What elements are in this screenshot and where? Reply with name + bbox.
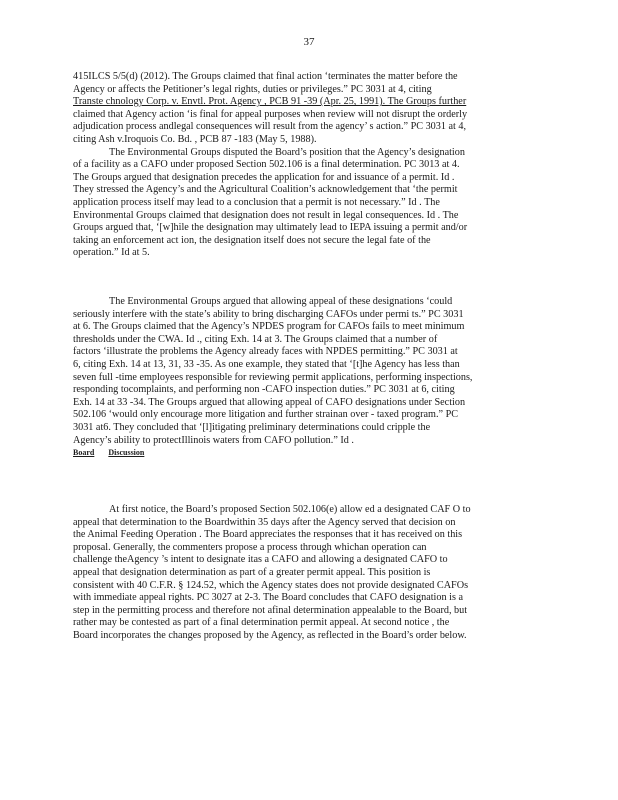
text-line: appeal that designation determination as part of a greater permit appeal. This position is bbox=[73, 566, 431, 578]
text-line: The Environmental Groups argued that allowing appeal of these designations ‘could bbox=[109, 296, 453, 307]
text-line: citing Ash v.Iroquois Co. Bd. , PCB 87 -183 (May 5, 1988). bbox=[73, 133, 317, 145]
text-line: operation.” Id at 5. bbox=[73, 247, 150, 259]
text-line: the Animal Feeding Operation . The Board appreciates the responses that it has received on this bbox=[73, 529, 463, 541]
text-line: step in the permitting process and therefore not afinal determination appealable to the Board, but bbox=[73, 604, 468, 616]
text-line: consistent with 40 C.F.R. § 124.52, which the Agency states does not provide designated CAFOs bbox=[73, 579, 469, 591]
text-line: of a facility as a CAFO under proposed Section 502.106 is a final determination. PC 3013 at 4. bbox=[73, 159, 460, 171]
text-line: 6, citing Exh. 14 at 13, 31, 33 -35. As one example, they stated that ‘[t]he Agency has less than bbox=[73, 358, 460, 370]
text-line: The Environmental Groups disputed the Board’s position that the Agency’s designation bbox=[109, 146, 465, 158]
text-line: 3031 at6. They concluded that ‘[l]itigating preliminary determinations could cripple the bbox=[73, 421, 431, 433]
text-line: seriously interfere with the state’s ability to bring discharging CAFOs under permi ts.” PC 3031 bbox=[73, 308, 464, 320]
text-line: factors ‘illustrate the problems the Agency already faces with NPDES permitting.” PC 3031 at bbox=[73, 346, 458, 358]
text-line: application process itself may lead to a conclusion that a permit is not necessary.” Id . The bbox=[73, 196, 440, 208]
text-line: proposal. Generally, the commenters propose a process through whichan operation can bbox=[73, 541, 427, 553]
text-line: Exh. 14 at 33 -34. The Groups argued that allowing appeal of CAFO designations under Section bbox=[73, 396, 466, 408]
text-line: claimed that Agency action ‘is final for appeal purposes when review will not disrupt the orderly bbox=[73, 108, 468, 120]
text-line: Transte chnology Corp. v. Envtl. Prot. Agency , PCB 91 -39 (Apr. 25, 1991). The Groups further bbox=[73, 96, 467, 108]
text-line: responding tocomplaints, and performing non -CAFO inspection duties.” PC 3031 at 6, citing bbox=[73, 384, 455, 396]
text-line: with immediate appeal rights. PC 3027 at 2-3. The Board concludes that CAFO designation is a bbox=[73, 592, 463, 604]
text-line: Agency or affects the Petitioner’s legal rights, duties or privileges.” PC 3031 at 4, citing bbox=[73, 83, 432, 95]
text-line: Groups argued that, ‘[w]hile the designation may ultimately lead to IEPA issuing a permit and/or bbox=[73, 222, 468, 234]
text-line: seven full -time employees responsible for reviewing permit applications, performing inspections, bbox=[73, 371, 473, 383]
text-line: Agency’s ability to protectIllinois waters from CAFO pollution.” Id . bbox=[73, 434, 354, 446]
text-line: 502.106 ‘would only encourage more litigation and further strainan over - taxed program.” PC bbox=[73, 409, 459, 421]
text-line: Board incorporates the changes proposed by the Agency, as reflected in the Board’s order below. bbox=[73, 629, 467, 641]
text-line: They stressed the Agency’s and the Agricultural Coalition’s acknowledgement that ‘the permit bbox=[73, 184, 458, 196]
text-line: Environmental Groups claimed that designation does not result in legal consequences. Id . The bbox=[73, 209, 459, 221]
text-line: rather may be contested as part of a final determination permit appeal. At second notice , the bbox=[73, 617, 450, 629]
text-line: thresholds under the CWA. Id ., citing Exh. 14 at 3. The Groups claimed that a number of bbox=[73, 333, 438, 345]
heading-word-board: Board bbox=[73, 448, 95, 457]
paragraph-3 bbox=[73, 504, 539, 643]
page-number: 37 bbox=[303, 36, 315, 48]
heading-word-discussion: Discussion bbox=[108, 448, 145, 457]
paragraph-2 bbox=[73, 296, 539, 447]
section-heading bbox=[73, 447, 144, 460]
text-line: At first notice, the Board’s proposed Section 502.106(e) allow ed a designated CAF O to bbox=[109, 504, 471, 515]
text-line: The Groups argued that designation precedes the application for and issuance of a permit. Id . bbox=[73, 171, 455, 183]
text-line: adjudication process andlegal consequences will result from the agency’ s action.” PC 3031 at 4, bbox=[73, 121, 467, 133]
text-line: taking an enforcement act ion, the designation itself does not secure the legal fate of the bbox=[73, 234, 431, 246]
text-line: appeal that determination to the Boardwithin 35 days after the Agency served that decision on bbox=[73, 516, 456, 528]
paragraph-1 bbox=[73, 71, 539, 260]
text-line: 415ILCS 5/5(d) (2012). The Groups claimed that final action ‘terminates the matter before the bbox=[73, 71, 458, 82]
text-line: challenge theAgency ’s intent to designate itas a CAFO and allowing a designated CAFO to bbox=[73, 554, 448, 566]
text-line: at 6. The Groups claimed that the Agency’s NPDES program for CAFOs fails to meet minimum bbox=[73, 321, 465, 333]
